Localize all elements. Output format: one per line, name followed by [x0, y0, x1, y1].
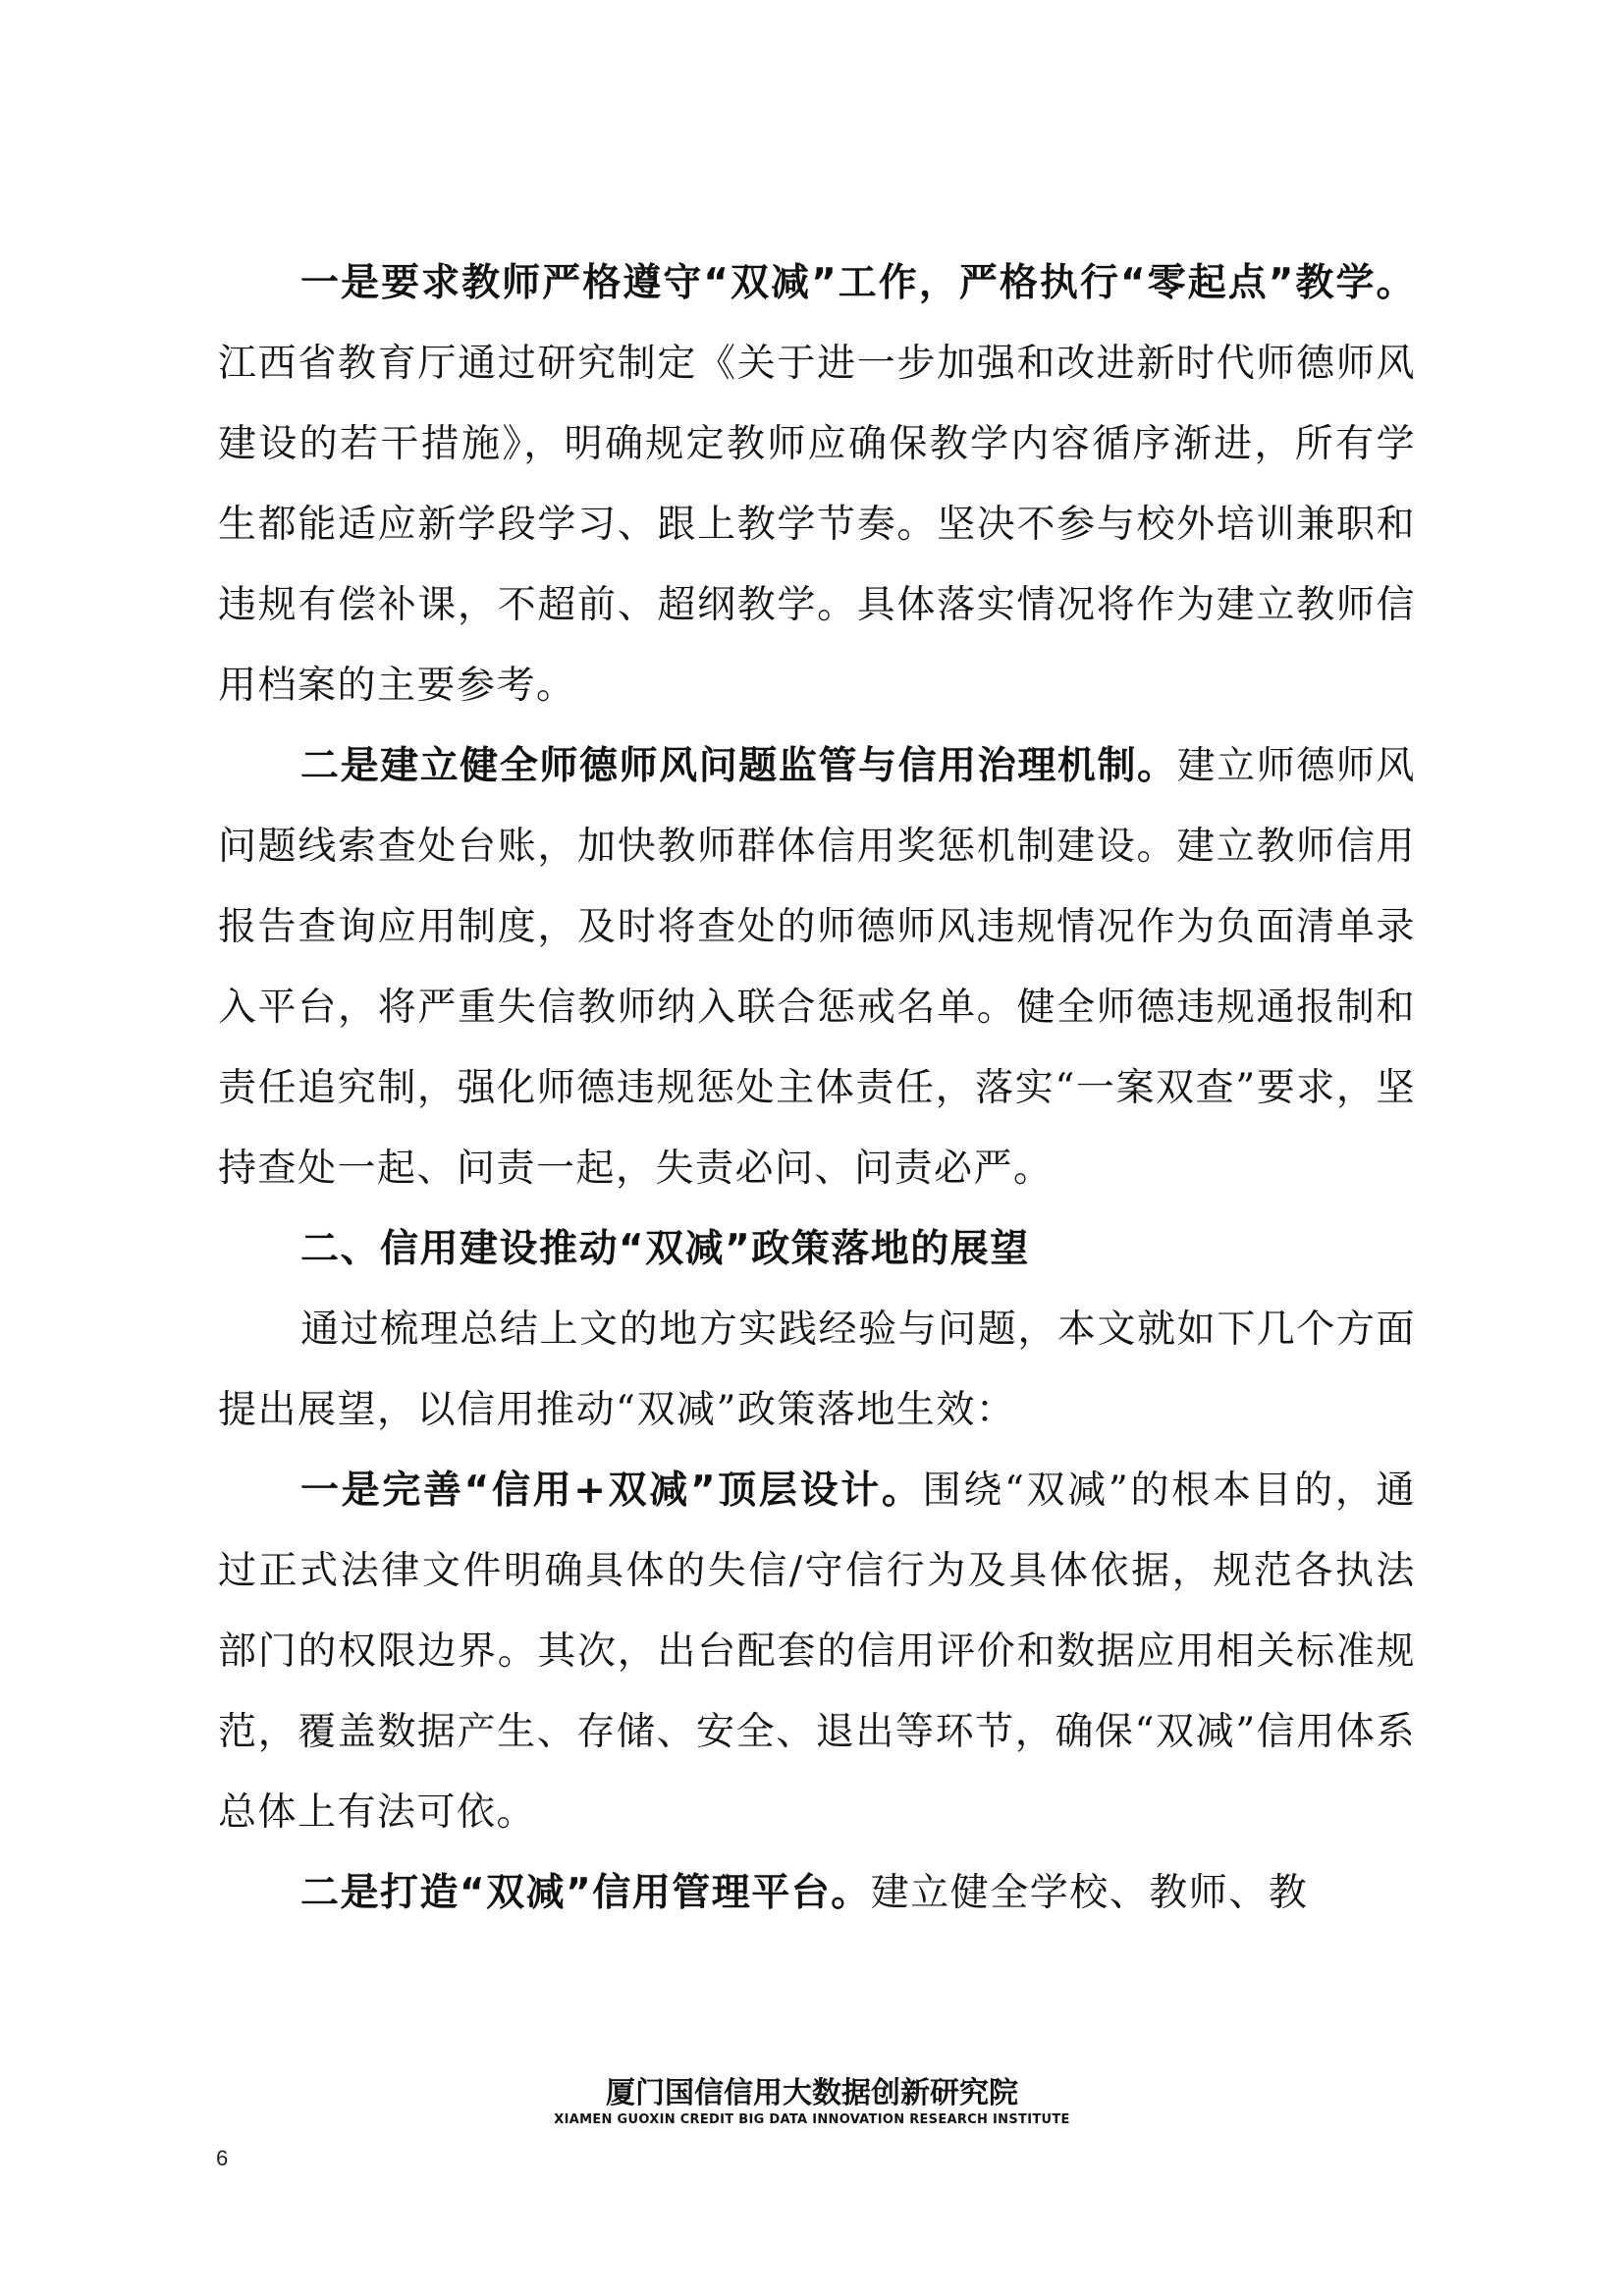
- page-number: 6: [216, 2146, 229, 2170]
- paragraph-5-body: 建立健全学校、教师、教: [870, 1871, 1309, 1915]
- paragraph-5-lead: 二是打造“双减”信用管理平台。: [300, 1871, 871, 1915]
- footer-logo: [0, 2076, 1624, 2129]
- org-name-cn: 厦门国信信用大数据创新研究院: [606, 2076, 1018, 2110]
- org-name-en: XIAMEN GUOXIN CREDIT BIG DATA INNOVATION RESEARCH INSTITUTE: [554, 2112, 1070, 2127]
- body-text: [218, 243, 1416, 1934]
- paragraph-5: [218, 1853, 1416, 1934]
- paragraph-4-lead: 一是完善“信用+双减”顶层设计。: [300, 1468, 923, 1513]
- paragraph-1-body: 江西省教育厅通过研究制定《关于进一步加强和改进新时代师德师风建设的若干措施》，明确规定教师应确保教学内容循序渐进，所有学生都能适应新学段学习、跟上教学节奏。坚决不参与校外培训兼职和违规有偿补课，不超前、超纲教学。具体落实情况将作为建立教师信用档案的主要参考。: [218, 342, 1416, 708]
- section-heading: 二、信用建设推动“双减”政策落地的展望: [300, 1227, 1030, 1271]
- paragraph-2-body: 建立师德师风问题线索查处台账，加快教师群体信用奖惩机制建设。建立教师信用报告查询应用制度，及时将查处的师德师风违规情况作为负面清单录入平台，将严重失信教师纳入联合惩戒名单。健全师德违规通报制和责任追究制，强化师德违规惩处主体责任，落实“一案双查”要求，坚持查处一起、问责一起，失责必问、问责必严。: [218, 744, 1416, 1191]
- paragraph-3-body: 通过梳理总结上文的地方实践经验与问题，本文就如下几个方面提出展望，以信用推动“双减”政策落地生效：: [218, 1308, 1416, 1432]
- paragraph-4: [218, 1451, 1416, 1853]
- paragraph-2-lead: 二是建立健全师德师风问题监管与信用治理机制。: [300, 744, 1177, 788]
- paragraph-2: [218, 726, 1416, 1209]
- paragraph-4-body: 围绕“双减”的根本目的，通过正式法律文件明确具体的失信/守信行为及具体依据，规范各执法部门的权限边界。其次，出台配套的信用评价和数据应用相关标准规范，覆盖数据产生、存储、安全、退出等环节，确保“双减”信用体系总体上有法可依。: [218, 1468, 1416, 1835]
- paragraph-1-lead: 一是要求教师严格遵守“双减”工作，严格执行“零起点”教学。: [300, 261, 1416, 305]
- paragraph-1: [218, 243, 1416, 726]
- paragraph-3: [218, 1290, 1416, 1451]
